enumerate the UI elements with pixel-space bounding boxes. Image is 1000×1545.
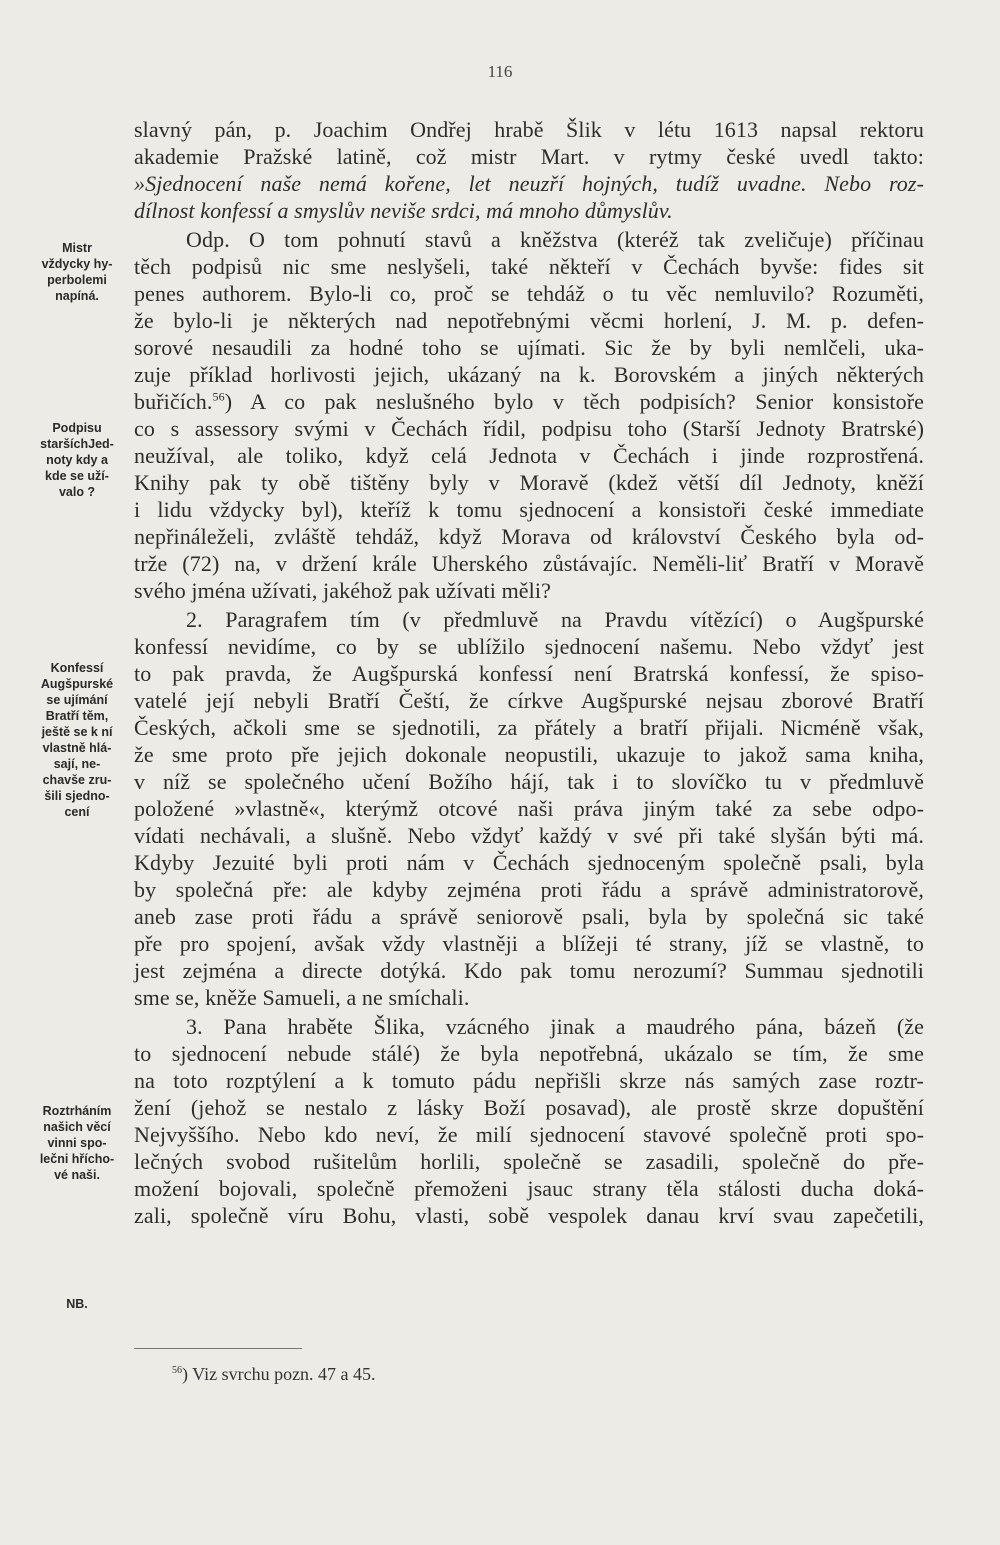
text-line: dílnost konfessí a smyslův neviše srdci, má mnoho důmyslův. xyxy=(134,198,673,223)
margin-note-line: NB. xyxy=(66,1297,88,1311)
text-line: těch podpisů nic sme neslyšeli, také někteří v Čechách byvše: fides sit xyxy=(134,254,924,279)
text-line: penes authorem. Bylo-li co, proč se tehdáž o tu věc nemluvilo? Rozuměti, xyxy=(134,281,924,306)
paragraph xyxy=(134,226,924,604)
margin-note-line: napíná. xyxy=(55,289,99,303)
footnote-rule xyxy=(134,1348,302,1349)
text-line: Kdyby Jezuité byli proti nám v Čechách sjednoceným společně psali, byla xyxy=(134,850,924,875)
text-line: 2. Paragrafem tím (v předmluvě na Pravdu vítězící) o Augšpurské xyxy=(186,607,924,632)
text-line: na toto rozptýlení a k tomuto pádu nepřišli skrze nás samých zase roztr- xyxy=(134,1068,924,1093)
text-line: co s assessory svými v Čechách řídil, podpisu toho (Starší Jednoty Bratrské) xyxy=(134,416,924,441)
margin-note xyxy=(28,420,126,500)
margin-note-line: šili sjedno- xyxy=(44,789,110,803)
margin-note xyxy=(28,1296,126,1312)
text-line: možení bojovali, společně přemoženi jsauc strany těla stálosti ducha doká- xyxy=(134,1176,924,1201)
margin-note-line: valo ? xyxy=(58,485,96,499)
text-line: zali, společně víru Bohu, vlasti, sobě vespolek danau krví svau zapečetili, xyxy=(134,1203,924,1228)
text-line xyxy=(134,388,924,415)
text-line: 3. Pana hraběte Šlika, vzácného jinak a maudrého pána, bázeň (že xyxy=(186,1014,924,1039)
text-line: slavný pán, p. Joachim Ondřej hrabě Šlik v létu 1613 napsal rektoru xyxy=(134,117,924,142)
text-line: neužíval, ale toliko, když celá Jednota v Čechách i jinde rozprostřená. xyxy=(134,443,924,468)
text-line: Českých, ačkoli sme se sjednotili, za přátely a bratří přijali. Nicméně však, xyxy=(134,715,924,740)
margin-note-line: vždycky hy- xyxy=(41,257,113,271)
footnote-text: ) Viz svrchu pozn. 47 a 45. xyxy=(182,1364,376,1384)
margin-note-line: Mistr xyxy=(62,241,92,255)
text-line: v níž se společného učení Božího hájí, tak i to slovíčko tu v předmluvě xyxy=(134,769,924,794)
margin-note-line: cení xyxy=(64,805,90,819)
margin-note-line: našich věcí xyxy=(43,1120,111,1134)
text-line: »Sjednocení naše nemá kořene, let neuzří hojných, tudíž uvadne. Nebo roz- xyxy=(134,171,924,196)
text-line: trže (72) na, v držení krále Uherského zůstávajíc. Neměli-liť Bratří v Moravě xyxy=(134,551,924,576)
page-number: 116 xyxy=(487,62,513,81)
text-line: by společná pře: ale kdyby zejména proti řádu a správě administratorově, xyxy=(134,877,924,902)
footnote-ref: 56 xyxy=(212,389,225,404)
margin-note-line: sají, ne- xyxy=(53,757,101,771)
footnote xyxy=(172,1364,376,1385)
text-line: to pak pravda, že Augšpurská konfessí není Bratrská konfessí, že spiso- xyxy=(134,661,924,686)
text-line: to sjednocení nebude stálé) že byla nepotřebná, ukázalo se tím, že sme xyxy=(134,1041,924,1066)
margin-note xyxy=(28,240,126,304)
margin-note-line: Konfessí xyxy=(50,661,104,675)
margin-note xyxy=(28,1103,126,1183)
line-text: ) A co pak neslušného bylo v těch podpisích? Senior konsistoře xyxy=(224,389,924,414)
text-line: že bylo-li je některých nad nepotřebnými věcmi horlení, J. M. p. defen- xyxy=(134,308,924,333)
text-line: zuje příklad horlivosti jejich, ukázaný na k. Borovském a jiných některých xyxy=(134,362,924,387)
text-line: Knihy pak ty obě tištěny byly v Moravě (kdež větší díl Jednoty, kněží xyxy=(134,470,924,495)
paragraph xyxy=(134,606,924,1011)
paragraph xyxy=(134,1013,924,1229)
text-line: aneb zase proti řádu a správě seniorově psali, byla by společná sic také xyxy=(134,904,924,929)
margin-note-line: noty kdy a xyxy=(46,453,108,467)
margin-note-line: perbolemi xyxy=(47,273,107,287)
margin-note-line: kde se uží- xyxy=(45,469,109,483)
text-line: sme se, kněže Samueli, a ne smíchali. xyxy=(134,985,470,1010)
margin-note-line: Roztrháním xyxy=(42,1104,112,1118)
text-line: sorové nesaudili za hodné toho se ujímati. Sic že by byli nemlčeli, uka- xyxy=(134,335,924,360)
margin-note xyxy=(28,660,126,820)
margin-note-line: se ujímání xyxy=(46,693,108,707)
margin-note-line: staršíchJed- xyxy=(40,437,114,451)
text-line: akademie Pražské latině, což mistr Mart. v rytmy české uvedl takto: xyxy=(134,144,924,169)
text-line: pře pro spojení, avšak vždy vlastněji a blížeji té strany, jíž se vlastně, to xyxy=(134,931,924,956)
text-line: Nejvyššího. Nebo kdo neví, že milí sjednocení stavové společně proti spo- xyxy=(134,1122,924,1147)
text-line: že sme proto pře jejich dokonale neopustili, ukazuje to jakož sama kniha, xyxy=(134,742,924,767)
margin-note-line: ještě se k ní xyxy=(41,725,113,739)
text-line: položené »vlastně«, kterýmž otcové naši práva jiným také za sebe odpo- xyxy=(134,796,924,821)
footnote-marker: 56 xyxy=(172,1365,182,1376)
margin-note-line: Augšpurské xyxy=(40,677,114,691)
text-line: vídati nechávali, a slušně. Nebo vždyť každý v své při také slyšán býti má. xyxy=(134,823,924,848)
paragraph xyxy=(134,116,924,224)
margin-note-line: lečni hřícho- xyxy=(39,1152,115,1166)
margin-note-line: Podpisu xyxy=(52,421,102,435)
margin-note-line: chavše zru- xyxy=(42,773,112,787)
text-line: vatelé její nebyli Bratří Čeští, že církve Augšpurské nejsau zborové Bratří xyxy=(134,688,924,713)
text-line: jest zejména a directe dotýká. Kdo pak tomu nerozumí? Summau sjednotili xyxy=(134,958,924,983)
margin-note-line: vlastně hlá- xyxy=(42,741,112,755)
text-line: Odp. O tom pohnutí stavů a kněžstva (kteréž tak zveličuje) příčinau xyxy=(186,227,924,252)
text-line: nepřináleželi, zvláště tehdáž, když Morava od království Českého byla od- xyxy=(134,524,924,549)
margin-note-line: vé naši. xyxy=(54,1168,100,1182)
text-line: i lidu vždycky byl), kteříž k tomu sjednocení a konsistoři české immediate xyxy=(134,497,924,522)
text-line: žení (jehož se nestalo z lásky Boží posavad), ale prostě skrze dopuštění xyxy=(134,1095,924,1120)
margin-note-line: Bratří těm, xyxy=(45,709,109,723)
line-text: buřičích. xyxy=(134,389,213,414)
body-text xyxy=(134,116,924,1229)
text-line: konfessí nevidíme, co by se ublížilo sjednocení našemu. Nebo vždyť jest xyxy=(134,634,924,659)
text-line: svého jména užívati, jakéhož pak užívati měli? xyxy=(134,578,551,603)
text-line: lečných svobod rušitelům horlili, společně se zasadili, společně do pře- xyxy=(134,1149,924,1174)
margin-note-line: vinni spo- xyxy=(47,1136,107,1150)
